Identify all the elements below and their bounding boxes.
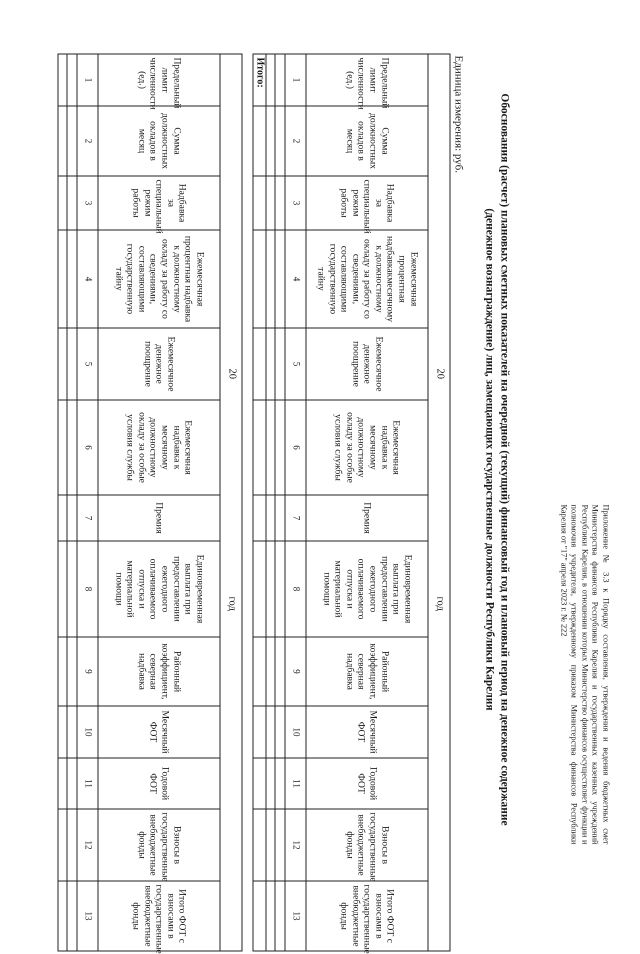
document-title [482, 60, 512, 860]
column-number: 13 [285, 881, 306, 951]
header-cell: Ежемесячное денежное поощрение [306, 328, 428, 400]
column-number: 4 [285, 230, 306, 328]
data-cell [266, 176, 275, 230]
year-suffix: год [434, 597, 446, 611]
data-cell [58, 706, 67, 758]
column-number: 9 [77, 637, 98, 706]
data-cell [275, 176, 285, 230]
unit-of-measure: Единица измерения: руб. [453, 56, 465, 174]
data-cell [58, 881, 67, 951]
data-cell [67, 106, 77, 176]
data-cell [253, 758, 266, 809]
data-cell [67, 809, 77, 881]
data-cell [58, 54, 67, 106]
data-cell [58, 106, 67, 176]
column-number: 7 [77, 495, 98, 541]
data-cell [58, 230, 67, 328]
column-number: 11 [285, 758, 306, 809]
header-cell: Единовременная выплата при предоставлении ежегодного оплачиваемого отпуска и материальной помощи [306, 541, 428, 637]
header-cell: Сумма должностных окладов в месяц [306, 106, 428, 176]
data-cell [266, 541, 275, 637]
table-row [275, 54, 285, 951]
data-cell [67, 881, 77, 951]
data-cell [253, 809, 266, 881]
data-cell [67, 54, 77, 106]
data-cell [58, 637, 67, 706]
data-cell [266, 106, 275, 176]
column-header-row [98, 54, 220, 951]
year-suffix: год [226, 597, 238, 611]
data-cell [67, 758, 77, 809]
table-row [58, 54, 67, 951]
header-cell: Предельный лимит численности (ед.) [306, 54, 428, 106]
column-number: 5 [285, 328, 306, 400]
calculation-table-1 [253, 54, 451, 952]
data-cell [67, 230, 77, 328]
column-number: 3 [285, 176, 306, 230]
data-cell [266, 758, 275, 809]
data-cell [253, 400, 266, 495]
data-cell [275, 328, 285, 400]
column-number: 13 [77, 881, 98, 951]
column-number: 6 [77, 400, 98, 495]
calculation-table-2 [58, 54, 243, 952]
data-cell [253, 230, 266, 328]
year-header [220, 54, 242, 951]
data-cell [253, 637, 266, 706]
data-cell [266, 328, 275, 400]
table-row [67, 54, 77, 951]
data-cell [266, 54, 275, 106]
header-cell: Сумма должностных окладов в месяц [98, 106, 220, 176]
data-cell [253, 328, 266, 400]
header-cell: Премия [306, 495, 428, 541]
data-cell [253, 106, 266, 176]
column-number: 7 [285, 495, 306, 541]
header-cell: Надбавка за специальный режим работы [306, 176, 428, 230]
year-header [428, 54, 450, 951]
data-cell [67, 328, 77, 400]
year-header-row [220, 54, 242, 951]
header-cell: Предельный лимит численности (ед.) [98, 54, 220, 106]
data-cell [253, 706, 266, 758]
header-cell: Годовой ФОТ [306, 758, 428, 809]
data-cell [67, 541, 77, 637]
total-row [253, 54, 266, 951]
rotated-page [1, 0, 640, 905]
table-row [266, 54, 275, 951]
column-number: 5 [77, 328, 98, 400]
column-number: 6 [285, 400, 306, 495]
column-number: 12 [285, 809, 306, 881]
column-number: 3 [77, 176, 98, 230]
data-cell [266, 881, 275, 951]
header-cell: Премия [98, 495, 220, 541]
column-number: 12 [77, 809, 98, 881]
column-number: 10 [285, 706, 306, 758]
data-cell [275, 54, 285, 106]
data-cell [275, 881, 285, 951]
data-cell [275, 809, 285, 881]
data-cell [67, 176, 77, 230]
year-header-row [428, 54, 450, 951]
data-cell [275, 400, 285, 495]
data-cell [275, 495, 285, 541]
data-cell [67, 637, 77, 706]
data-cell [266, 706, 275, 758]
column-number: 4 [77, 230, 98, 328]
column-number-row [77, 54, 98, 951]
header-cell: Годовой ФОТ [98, 758, 220, 809]
title-line-1: Обоснования (расчет) плановых сметных показателей на очередной (текущий) финансовый год и плановый период на денежное содержание [497, 60, 512, 860]
year-prefix: 20 [226, 369, 238, 380]
data-cell [67, 400, 77, 495]
header-cell: Ежемесячная процентная надбавкакмесячному к должностному окладу за работу со сведениями, составляющими государственную тайну [306, 230, 428, 328]
data-cell [58, 328, 67, 400]
data-cell [67, 495, 77, 541]
data-cell [266, 400, 275, 495]
column-number: 8 [285, 541, 306, 637]
header-cell: Единовременная выплата при предоставлении ежегодного оплачиваемого отпуска и материальной помощи [98, 541, 220, 637]
data-cell [275, 758, 285, 809]
data-cell [67, 706, 77, 758]
column-number: 2 [77, 106, 98, 176]
header-cell: Районный коэффициент, северная надбавка [306, 637, 428, 706]
data-cell [266, 495, 275, 541]
column-header-row [306, 54, 428, 951]
header-cell: Взносы в государственные внебюджетные фонды [306, 809, 428, 881]
column-number: 1 [77, 54, 98, 106]
data-cell [58, 176, 67, 230]
column-number: 1 [285, 54, 306, 106]
column-number: 9 [285, 637, 306, 706]
data-cell [58, 809, 67, 881]
header-cell: Ежемесячная процентная надбавка к должностному окладу за работу со сведениями, составляющими государственную тайну [98, 230, 220, 328]
column-number: 10 [77, 706, 98, 758]
header-cell: Итого ФОТ с взносами в государственные внебюджетные фонды [306, 881, 428, 951]
title-line-2: (денежное вознаграждение) лиц, замещающих государственные должности Республики Карелия [482, 60, 497, 860]
data-cell [253, 176, 266, 230]
header-cell: Итого ФОТ с взносами в государственные внебюджетные фонды [98, 881, 220, 951]
data-cell [266, 637, 275, 706]
header-cell: Ежемесячная надбавка к месячному должностному окладу за особые условия службы [98, 400, 220, 495]
data-cell [58, 541, 67, 637]
data-cell [58, 495, 67, 541]
data-cell [58, 400, 67, 495]
appendix-note: Приложение № 3.3 к Порядку составления, утверждения и ведения бюджетных смет Министерства финансов Республики Карелия и государственных казенных учреждений Республики Карелия, в отношении которых Министерство финансов осуществляет функции и полномочия учредителя, утвержденному приказом Министерства финансов Республики Карелия от "17" апреля 2023 г. № 222 [558, 505, 611, 845]
column-number: 8 [77, 541, 98, 637]
header-cell: Районный коэффициент, северная надбавка [98, 637, 220, 706]
data-cell [266, 230, 275, 328]
column-number: 2 [285, 106, 306, 176]
header-cell: Надбавка за специальный режим работы [98, 176, 220, 230]
data-cell [275, 706, 285, 758]
data-cell [253, 881, 266, 951]
data-cell [275, 637, 285, 706]
data-cell [58, 758, 67, 809]
data-cell [253, 495, 266, 541]
data-cell [275, 541, 285, 637]
data-cell [253, 541, 266, 637]
column-number: 11 [77, 758, 98, 809]
column-number-row [285, 54, 306, 951]
total-label: Итого: [253, 54, 266, 106]
header-cell: Ежемесячное денежное поощрение [98, 328, 220, 400]
header-cell: Взносы в государственные внебюджетные фонды [98, 809, 220, 881]
header-cell: Месячный ФОТ [98, 706, 220, 758]
data-cell [275, 106, 285, 176]
header-cell: Месячный ФОТ [306, 706, 428, 758]
year-prefix: 20 [434, 369, 446, 380]
header-cell: Ежемесячная надбавка к месячному должностному окладу за особые условия службы [306, 400, 428, 495]
data-cell [275, 230, 285, 328]
data-cell [266, 809, 275, 881]
